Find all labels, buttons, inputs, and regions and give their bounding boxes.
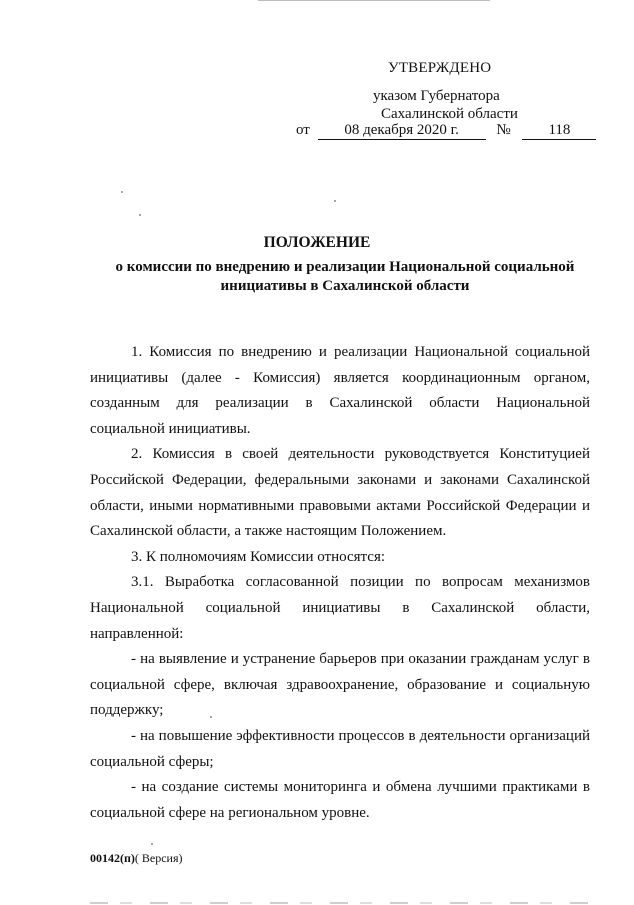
document-footer <box>90 851 183 866</box>
number-sign: № <box>496 122 511 138</box>
footer-version: ( Версия) <box>134 851 183 865</box>
document-body <box>90 340 590 826</box>
scan-speck <box>121 191 123 193</box>
paragraph-2: 2. Комиссия в своей деятельности руководствуется Конституцией Российской Федерации, федеральными законами и законами Сахалинской области, иными нормативными правовыми актами Российской Федерации и Сахалинской области, а также настоящим Положением. <box>90 446 590 540</box>
paragraph-3-1: 3.1. Выработка согласованной позиции по вопросам механизмов Национальной социальной инициативы в Сахалинской области, направленной: <box>90 574 590 642</box>
footer-code: 00142(п) <box>90 851 135 865</box>
approval-decree-line: указом Губернатора <box>373 88 500 104</box>
document-title: ПОЛОЖЕНИЕ <box>263 234 371 251</box>
scan-speck <box>334 200 336 202</box>
list-item-barriers: - на выявление и устранение барьеров при оказании гражданам услуг в социальной сфере, включая здравоохранение, образование и социальную поддержку; <box>90 651 590 719</box>
list-item-monitoring: - на создание системы мониторинга и обмена лучшими практиками в социальной сфере на региональном уровне. <box>90 779 590 821</box>
approval-date-line <box>296 122 596 140</box>
approval-region-line: Сахалинской области <box>381 106 518 122</box>
scan-top-edge <box>258 0 490 1</box>
paragraph-1: 1. Комиссия по внедрению и реализации Национальной социальной инициативы (далее - Комиссия) является координационным органом, созданным для реализации в Сахалинской области Национальной социальной инициативы. <box>90 344 590 437</box>
decree-date: 08 декабря 2020 г. <box>318 122 486 140</box>
scan-speck <box>151 843 153 845</box>
list-item-efficiency: - на повышение эффективности процессов в деятельности организаций социальной сферы; <box>90 727 590 770</box>
scan-speck <box>139 214 141 216</box>
approval-stamp-title: УТВЕРЖДЕНО <box>388 60 492 76</box>
scan-bottom-edge <box>90 902 590 904</box>
date-prefix: от <box>296 122 310 138</box>
decree-number: 118 <box>522 122 596 140</box>
document-subtitle: о комиссии по внедрению и реализации Национальной социальной инициативы в Сахалинской области <box>115 259 575 294</box>
paragraph-3: 3. К полномочиям Комиссии относятся: <box>131 548 386 565</box>
scan-speck <box>210 716 212 718</box>
